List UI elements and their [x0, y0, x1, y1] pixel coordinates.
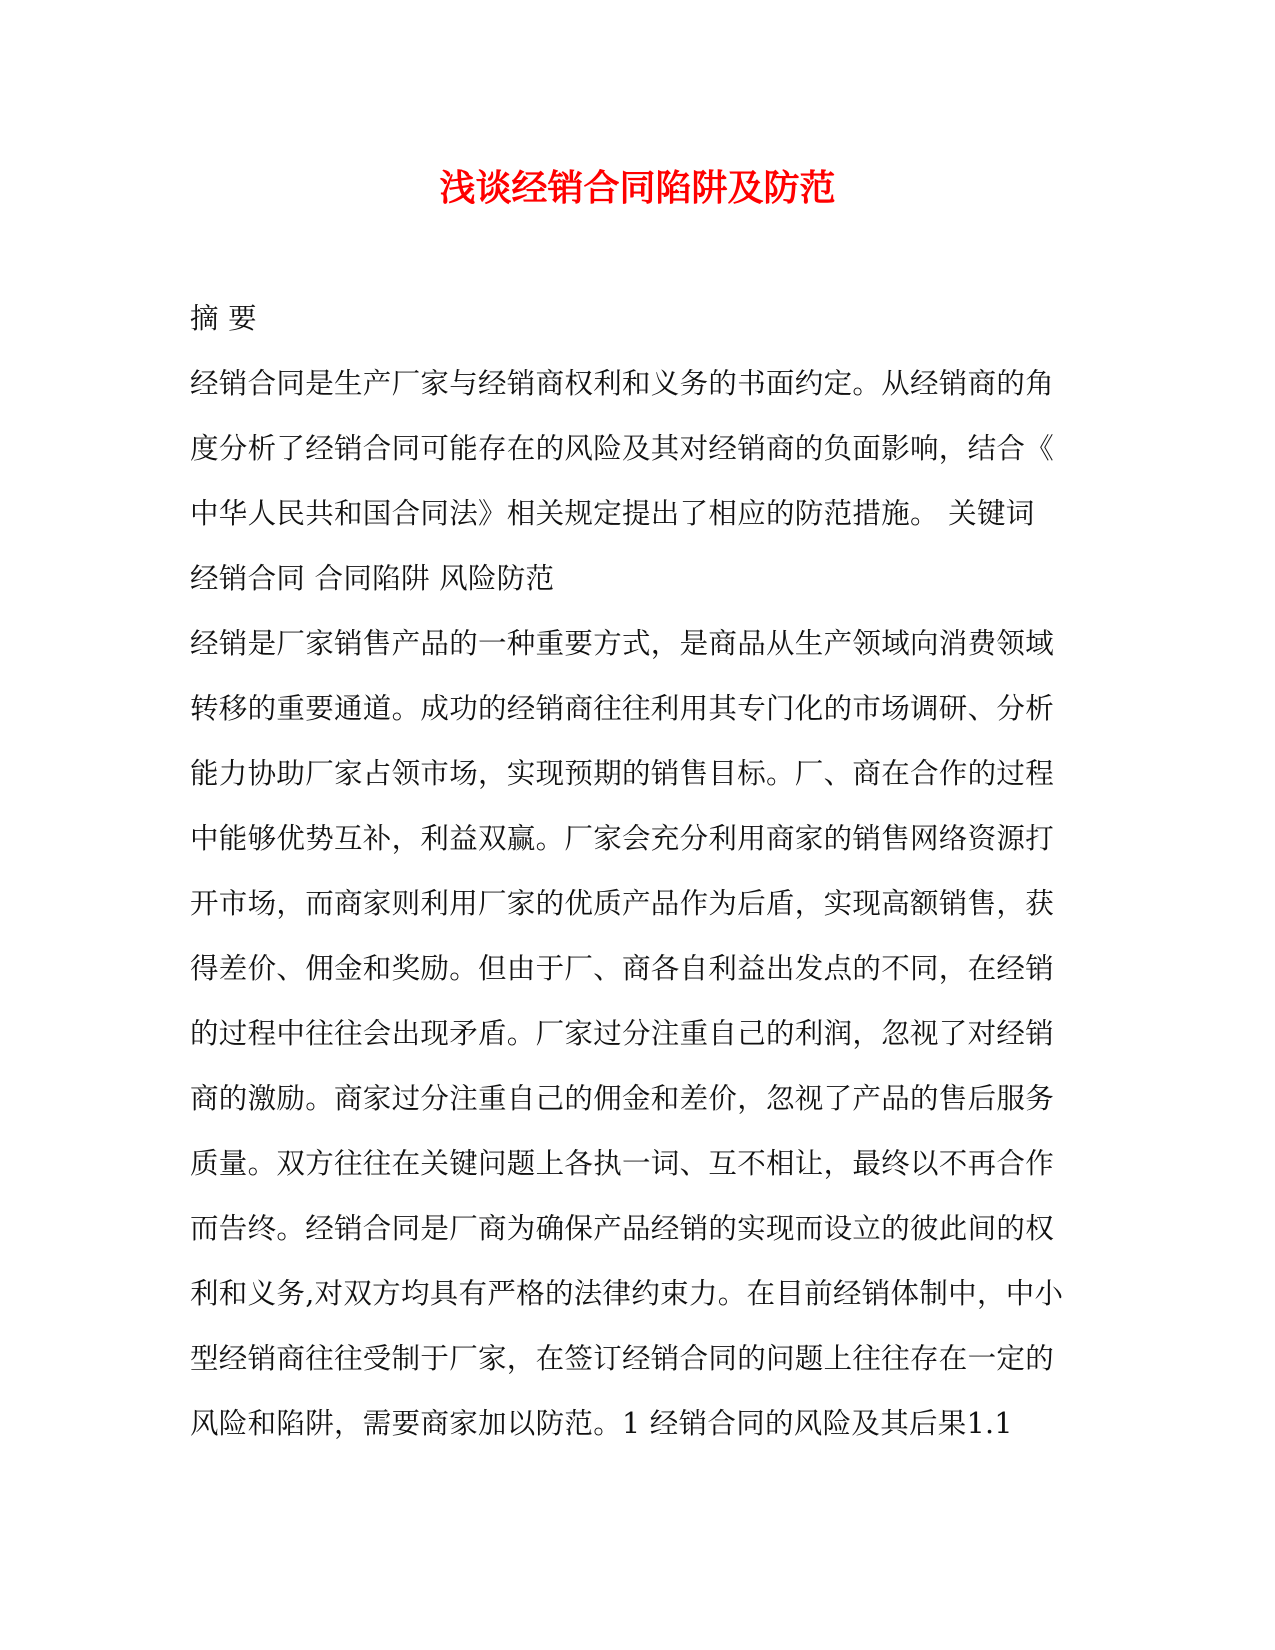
body-line: 度分析了经销合同可能存在的风险及其对经销商的负面影响，结合《 [190, 432, 1055, 465]
document-body [190, 286, 1070, 1456]
body-line: 的过程中往往会出现矛盾。厂家过分注重自己的利润，忽视了对经销 [190, 1017, 1055, 1050]
body-line: 商的激励。商家过分注重自己的佣金和差价，忽视了产品的售后服务 [190, 1082, 1055, 1115]
body-line: 经销合同是生产厂家与经销商权利和义务的书面约定。从经销商的角 [190, 367, 1055, 400]
body-line: 而告终。经销合同是厂商为确保产品经销的实现而设立的彼此间的权 [190, 1212, 1055, 1245]
body-line: 利和义务,对双方均具有严格的法律约束力。在目前经销体制中，中小 [190, 1277, 1064, 1310]
body-line: 中华人民共和国合同法》相关规定提出了相应的防范措施。 关键词 [190, 497, 1035, 530]
body-line: 得差价、佣金和奖励。但由于厂、商各自利益出发点的不同，在经销 [190, 952, 1055, 985]
document-title: 浅谈经销合同陷阱及防范 [439, 167, 836, 209]
keywords-line: 经销合同 合同陷阱 风险防范 [190, 562, 555, 595]
body-line: 型经销商往往受制于厂家，在签订经销合同的问题上往往存在一定的 [190, 1342, 1055, 1375]
abstract-heading: 摘 要 [190, 302, 257, 335]
body-line: 能力协助厂家占领市场，实现预期的销售目标。厂、商在合作的过程 [190, 757, 1055, 790]
body-line: 质量。双方往往在关键问题上各执一词、互不相让，最终以不再合作 [190, 1147, 1055, 1180]
body-line: 经销是厂家销售产品的一种重要方式，是商品从生产领域向消费领域 [190, 627, 1055, 660]
body-line: 中能够优势互补，利益双赢。厂家会充分利用商家的销售网络资源打 [190, 822, 1055, 855]
body-line: 风险和陷阱，需要商家加以防范。1 经销合同的风险及其后果1.1 [190, 1407, 1013, 1440]
body-line: 转移的重要通道。成功的经销商往往利用其专门化的市场调研、分析 [190, 692, 1055, 725]
body-line: 开市场，而商家则利用厂家的优质产品作为后盾，实现高额销售，获 [190, 887, 1055, 920]
